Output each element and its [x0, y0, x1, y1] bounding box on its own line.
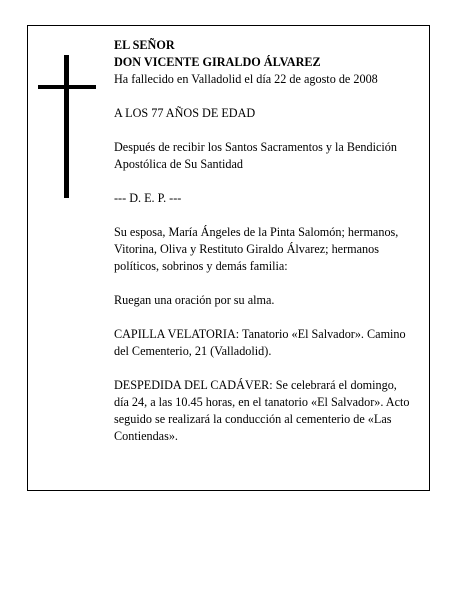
cross-vertical-bar — [64, 55, 69, 198]
family-paragraph: Su esposa, María Ángeles de la Pinta Salomón; hermanos, Vitorina, Oliva y Restituto Giraldo Álvarez; hermanos políticos, sobrinos y demás familia: — [114, 225, 399, 273]
rip-line: --- D. E. P. --- — [114, 191, 182, 205]
prayer-line: Ruegan una oración por su alma. — [114, 293, 275, 307]
age-line: A LOS 77 AÑOS DE EDAD — [114, 106, 256, 120]
chapel-paragraph: CAPILLA VELATORIA: Tanatorio «El Salvador». Camino del Cementerio, 21 (Valladolid). — [114, 327, 406, 358]
cross-horizontal-bar — [38, 85, 96, 89]
farewell-paragraph: DESPEDIDA DEL CADÁVER: Se celebrará el domingo, día 24, a las 10.45 horas, en el tanatorio «El Salvador». Acto seguido se realizará la conducción al cementerio de «Las Contiendas». — [114, 378, 410, 443]
death-date-line: Ha fallecido en Valladolid el día 22 de agosto de 2008 — [114, 72, 378, 86]
heading-line-1: EL SEÑOR — [114, 38, 175, 52]
obituary-text — [114, 37, 414, 462]
deceased-name: DON VICENTE GIRALDO ÁLVAREZ — [114, 55, 321, 69]
sacraments-paragraph: Después de recibir los Santos Sacramentos y la Bendición Apostólica de Su Santidad — [114, 140, 397, 171]
